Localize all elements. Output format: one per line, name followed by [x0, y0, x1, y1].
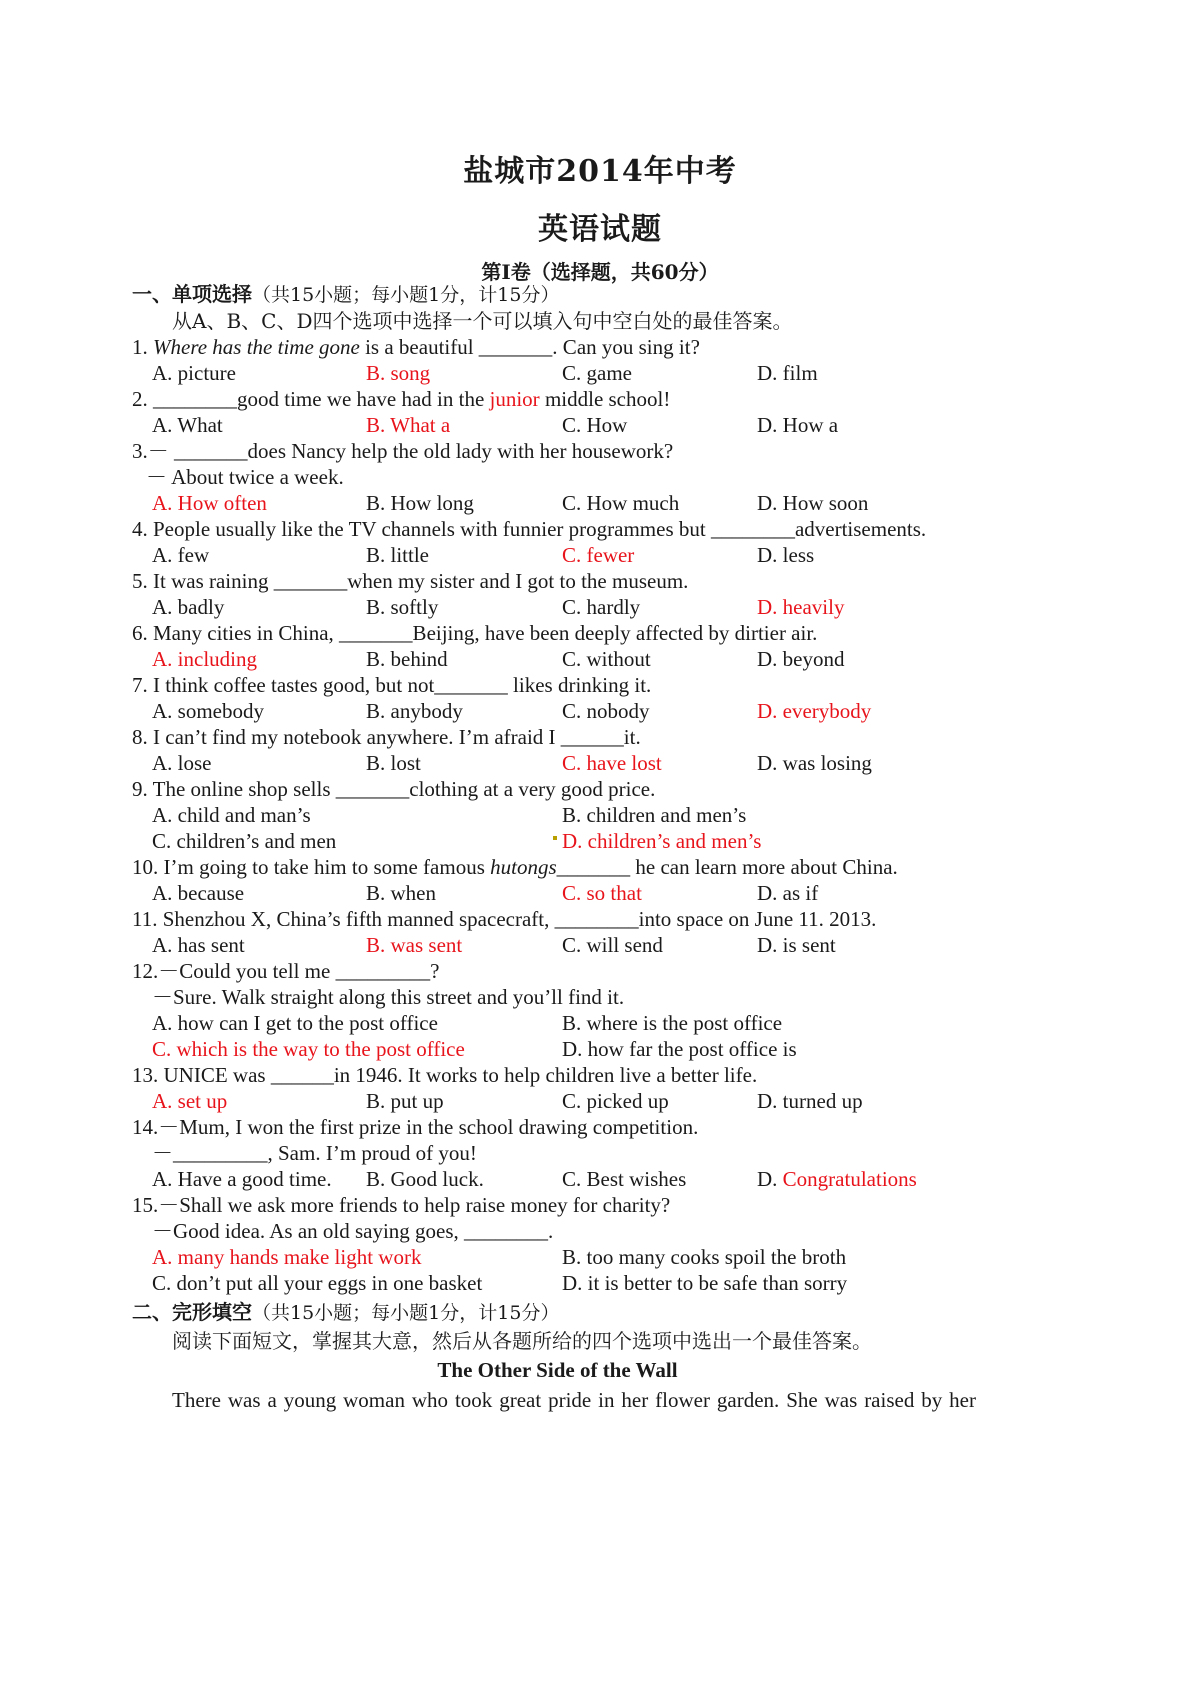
q10-rest: _______ he can learn more about China.	[556, 855, 898, 879]
q14-option-d-text: Congratulations	[782, 1167, 917, 1191]
question-15-reply: －Good idea. As an old saying goes, ________.	[152, 1219, 554, 1243]
section2-note: （共15小题；每小题1分，计15分）	[252, 1302, 560, 1324]
q7-option-c: C. nobody	[562, 699, 650, 723]
q10-option-c: C. so that	[562, 881, 642, 905]
volume-heading: 第Ⅰ卷（选择题，共60分）	[481, 260, 719, 284]
stray-dot-mark	[553, 836, 557, 840]
section2-title: 二、完形填空	[132, 1300, 252, 1324]
q10-prefix: 10. I’m going to take him to some famous	[132, 855, 491, 879]
q6-option-c: C. without	[562, 647, 651, 671]
question-3-reply: － About twice a week.	[146, 465, 344, 489]
q6-option-a: A. including	[152, 647, 257, 671]
q12-option-a: A. how can I get to the post office	[152, 1011, 438, 1035]
q4-option-c: C. fewer	[562, 543, 635, 567]
question-12-stem: 12.－Could you tell me _________?	[132, 959, 440, 983]
q7-option-a: A. somebody	[152, 699, 264, 723]
q13-option-d: D. turned up	[757, 1089, 863, 1113]
q4-option-a: A. few	[152, 543, 210, 567]
q14-option-a: A. Have a good time.	[152, 1167, 332, 1191]
q14-option-b: B. Good luck.	[366, 1167, 484, 1191]
q2-option-b: B. What a	[366, 413, 451, 437]
q3-option-c: C. How much	[562, 491, 680, 515]
q10-option-d: D. as if	[757, 881, 819, 905]
q2-option-d: D. How a	[757, 413, 839, 437]
q15-option-b: B. too many cooks spoil the broth	[562, 1245, 847, 1269]
q10-italic: hutongs	[490, 855, 557, 879]
q8-option-a: A. lose	[152, 751, 212, 775]
q1-number: 1.	[132, 335, 153, 359]
q9-option-b: B. children and men’s	[562, 803, 747, 827]
q14-option-d	[757, 1165, 917, 1193]
q5-option-b: B. softly	[366, 595, 439, 619]
question-6-stem: 6. Many cities in China, _______Beijing, have been deeply affected by dirtier air.	[132, 621, 818, 645]
question-7-stem: 7. I think coffee tastes good, but not_______ likes drinking it.	[132, 673, 652, 697]
q10-option-b: B. when	[366, 881, 436, 905]
q6-option-d: D. beyond	[757, 647, 845, 671]
question-12-reply: －Sure. Walk straight along this street and you’ll find it.	[152, 985, 625, 1009]
q6-option-b: B. behind	[366, 647, 448, 671]
q2-option-a: A. What	[152, 413, 223, 437]
q1-option-c: C. game	[562, 361, 632, 385]
q9-option-a: A. child and man’s	[152, 803, 311, 827]
passage-first-line: There was a young woman who took great pride in her flower garden. She was raised by her	[172, 1388, 976, 1412]
q11-option-b: B. was sent	[366, 933, 463, 957]
q15-option-d: D. it is better to be safe than sorry	[562, 1271, 848, 1295]
q5-option-c: C. hardly	[562, 595, 641, 619]
section1-note: （共15小题；每小题1分，计15分）	[252, 284, 560, 306]
q9-option-d: D. children’s and men’s	[562, 829, 762, 853]
section1-title: 一、单项选择	[132, 282, 252, 306]
q5-option-d: D. heavily	[757, 595, 845, 619]
q12-option-c: C. which is the way to the post office	[152, 1037, 465, 1061]
question-5-stem: 5. It was raining _______when my sister and I got to the museum.	[132, 569, 689, 593]
q2-stem-a: 2. ________good time we have had in the	[132, 387, 490, 411]
section2-heading	[132, 1298, 559, 1327]
q3-option-d: D. How soon	[757, 491, 869, 515]
section1-heading	[132, 280, 559, 309]
question-2-stem	[132, 385, 670, 413]
q14-option-c: C. Best wishes	[562, 1167, 687, 1191]
q1-option-a: A. picture	[152, 361, 236, 385]
q12-option-d: D. how far the post office is	[562, 1037, 797, 1061]
question-14-stem: 14.－Mum, I won the first prize in the school drawing competition.	[132, 1115, 699, 1139]
q12-option-b: B. where is the post office	[562, 1011, 783, 1035]
q11-option-d: D. is sent	[757, 933, 836, 957]
question-10-stem	[132, 853, 898, 881]
question-4-stem: 4. People usually like the TV channels with funnier programmes but ________advertisements.	[132, 517, 927, 541]
q2-stem-red: junior	[489, 387, 540, 411]
q13-option-b: B. put up	[366, 1089, 444, 1113]
exam-subtitle: 英语试题	[538, 212, 662, 247]
q2-stem-b: middle school!	[539, 387, 671, 411]
question-15-stem: 15.－Shall we ask more friends to help raise money for charity?	[132, 1193, 671, 1217]
q1-option-d: D. film	[757, 361, 818, 385]
question-13-stem: 13. UNICE was ______in 1946. It works to help children live a better life.	[132, 1063, 758, 1087]
q11-option-c: C. will send	[562, 933, 663, 957]
q13-option-c: C. picked up	[562, 1089, 669, 1113]
q9-option-c: C. children’s and men	[152, 829, 337, 853]
q3-option-a: A. How often	[152, 491, 267, 515]
question-1-stem	[132, 333, 700, 361]
q7-option-b: B. anybody	[366, 699, 463, 723]
q8-option-d: D. was losing	[757, 751, 872, 775]
q14-option-d-letter: D.	[757, 1167, 783, 1191]
q13-option-a: A. set up	[152, 1089, 228, 1113]
q4-option-d: D. less	[757, 543, 815, 567]
q7-option-d: D. everybody	[757, 699, 872, 723]
question-3-stem: 3.－ _______does Nancy help the old lady with her housework?	[132, 439, 674, 463]
q5-option-a: A. badly	[152, 595, 225, 619]
passage-title: The Other Side of the Wall	[437, 1358, 678, 1382]
q1-option-b: B. song	[366, 361, 431, 385]
exam-title: 盐城市2014年中考	[463, 154, 737, 189]
question-14-reply: －_________, Sam. I’m proud of you!	[152, 1141, 477, 1165]
q8-option-b: B. lost	[366, 751, 421, 775]
section1-instruction: 从A、B、C、D四个选项中选择一个可以填入句中空白处的最佳答案。	[172, 309, 793, 333]
q2-option-c: C. How	[562, 413, 628, 437]
q11-option-a: A. has sent	[152, 933, 245, 957]
q3-option-b: B. How long	[366, 491, 474, 515]
question-8-stem: 8. I can’t find my notebook anywhere. I’m afraid I ______it.	[132, 725, 641, 749]
q8-option-c: C. have lost	[562, 751, 662, 775]
q1-rest: is a beautiful _______. Can you sing it?	[359, 335, 700, 359]
question-9-stem: 9. The online shop sells _______clothing at a very good price.	[132, 777, 656, 801]
q10-option-a: A. because	[152, 881, 245, 905]
q15-option-a: A. many hands make light work	[152, 1245, 422, 1269]
q4-option-b: B. little	[366, 543, 429, 567]
q15-option-c: C. don’t put all your eggs in one basket	[152, 1271, 483, 1295]
q1-italic: Where has the time gone	[153, 335, 360, 359]
question-11-stem: 11. Shenzhou X, China’s fifth manned spacecraft, ________into space on June 11. 2013.	[132, 907, 877, 931]
section2-instruction: 阅读下面短文，掌握其大意，然后从各题所给的四个选项中选出一个最佳答案。	[172, 1329, 872, 1353]
